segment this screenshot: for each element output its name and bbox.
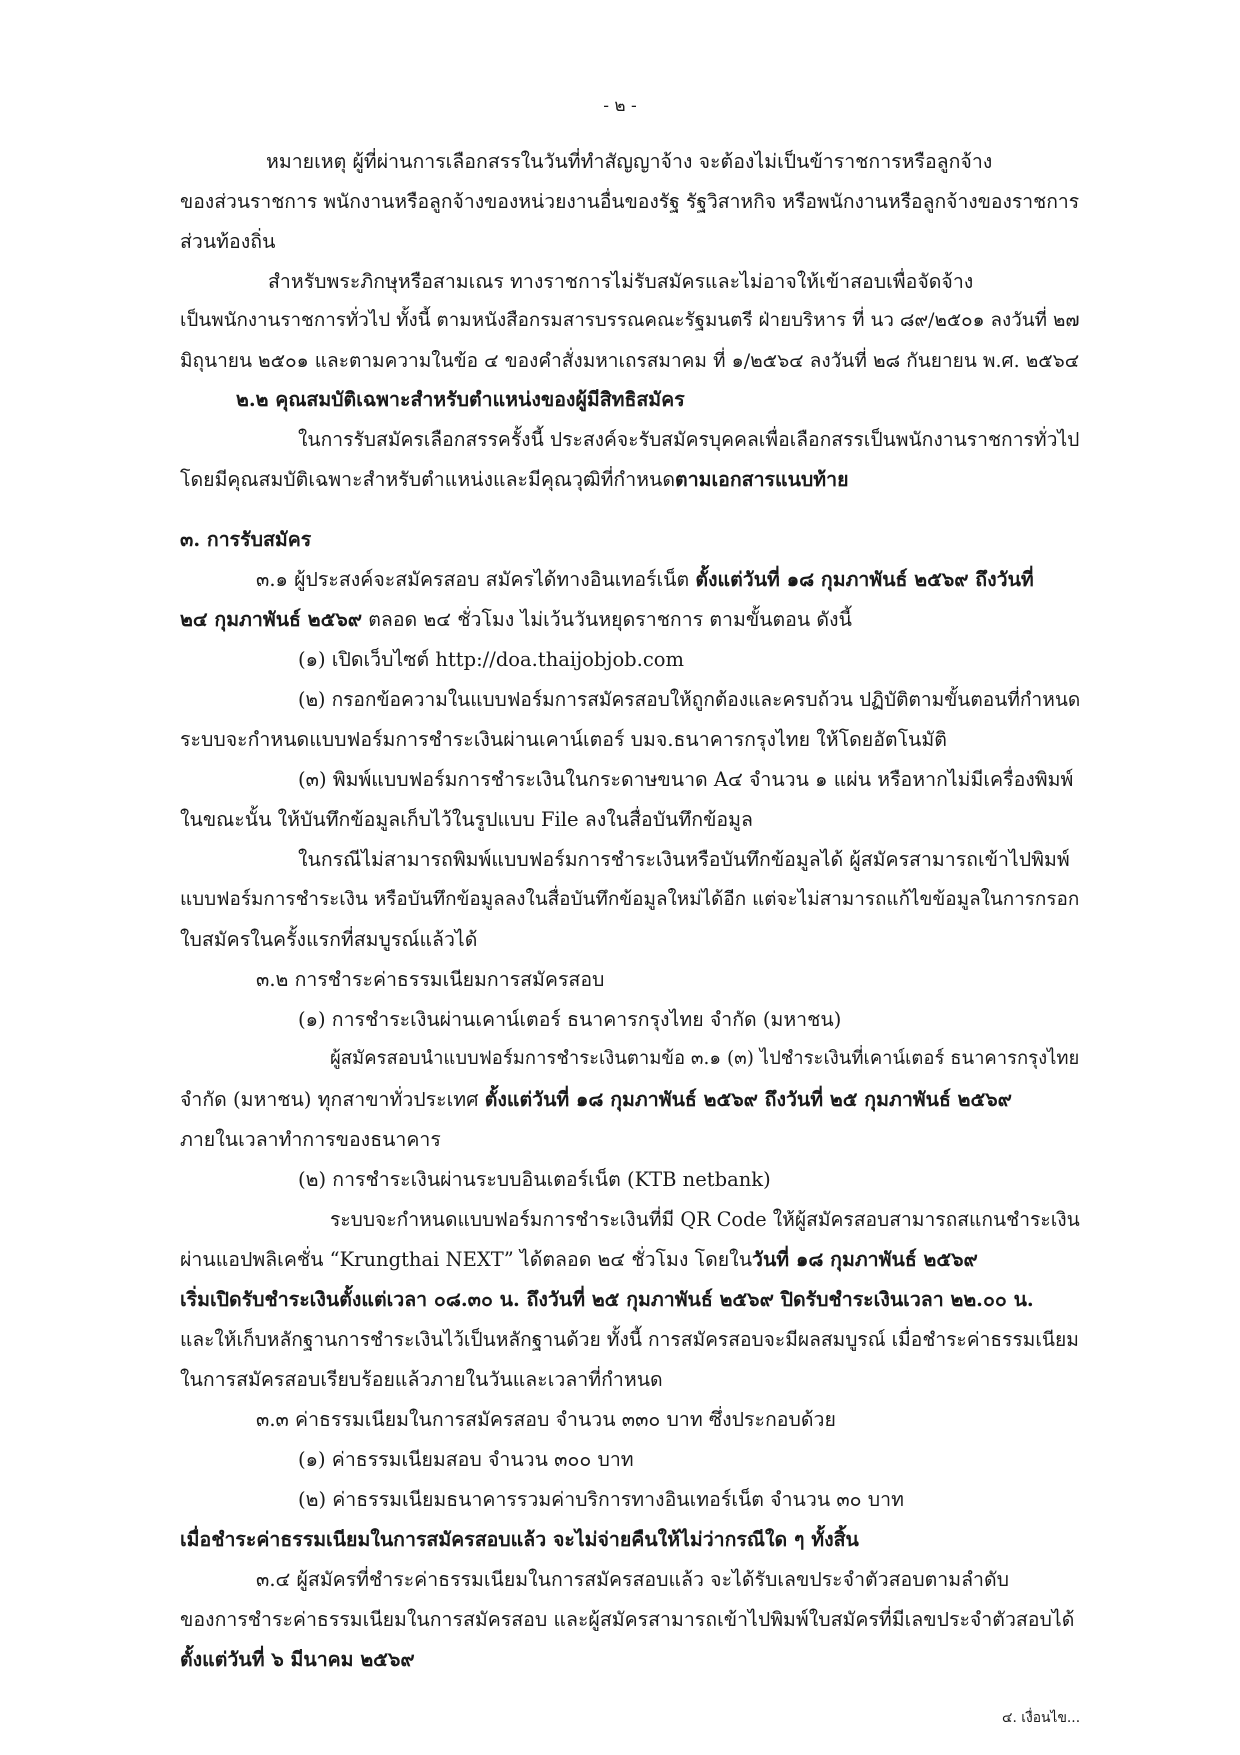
section-3-1-line-2a: ๒๔ กุมภาพันธ์ ๒๕๖๙ [180, 608, 363, 631]
section-2-2-line-2 [180, 470, 849, 490]
section-3-2-item-1-line-2a: จำกัด (มหาชน) ทุกสาขาทั่วประเทศ [180, 1088, 485, 1111]
section-3-1-line-1a: ๓.๑ ผู้ประสงค์จะสมัครสอบ สมัครได้ทางอินเทอร์เน็ต [256, 568, 696, 591]
section-3-1-item-2-line-2: ระบบจะกำหนดแบบฟอร์มการชำระเงินผ่านเคาน์เตอร์ บมจ.ธนาคารกรุงไทย ให้โดยอัตโนมัติ [180, 728, 947, 751]
section-3-1-line-2 [180, 610, 852, 630]
section-3-2-item-2-line-2 [180, 1250, 978, 1270]
section-3-2-item-2-line-3: เริ่มเปิดรับชำระเงินตั้งแต่เวลา ๐๘.๓๐ น. ถึงวันที่ ๒๕ กุมภาพันธ์ ๒๕๖๙ ปิดรับชำระเงินเวลา ๒๒.๐๐ น. [180, 1288, 1034, 1311]
section-2-2-line-2b: ตามเอกสารแนบท้าย [675, 468, 849, 491]
section-3-1-line-1b: ตั้งแต่วันที่ ๑๘ กุมภาพันธ์ ๒๕๖๙ ถึงวันที่ [695, 568, 1034, 591]
section-2-2-line-1: ในการรับสมัครเลือกสรรครั้งนี้ ประสงค์จะรับสมัครบุคคลเพื่อเลือกสรรเป็นพนักงานราชการทั่วไป [298, 428, 1080, 451]
note-line-2: ของส่วนราชการ พนักงานหรือลูกจ้างของหน่วยงานอื่นของรัฐ รัฐวิสาหกิจ หรือพนักงานหรือลูกจ้างของราชการ [180, 190, 1080, 213]
monk-line-3: มิถุนายน ๒๕๐๑ และตามความในข้อ ๔ ของคำสั่งมหาเถรสมาคม ที่ ๑/๒๕๖๔ ลงวันที่ ๒๘ กันยายน พ.ศ. ๒๕๖๔ [180, 350, 1080, 372]
section-3-2-item-2-line-1: ระบบจะกำหนดแบบฟอร์มการชำระเงินที่มี QR Code ให้ผู้สมัครสอบสามารถสแกนชำระเงิน [330, 1208, 1080, 1231]
section-3-3-item-1: (๑) ค่าธรรมเนียมสอบ จำนวน ๓๐๐ บาท [298, 1448, 634, 1471]
section-3-2-item-2-line-4: และให้เก็บหลักฐานการชำระเงินไว้เป็นหลักฐานด้วย ทั้งนี้ การสมัครสอบจะมีผลสมบูรณ์ เมื่อชำระค่าธรรมเนียม [180, 1328, 1079, 1351]
section-3-2-item-2-heading: (๒) การชำระเงินผ่านระบบอินเตอร์เน็ต (KTB netbank) [298, 1168, 771, 1191]
monk-line-1: สำหรับพระภิกษุหรือสามเณร ทางราชการไม่รับสมัครและไม่อาจให้เข้าสอบเพื่อจัดจ้าง [268, 270, 974, 293]
section-3-2-item-1-line-3: ภายในเวลาทำการของธนาคาร [180, 1128, 441, 1151]
section-3-4-line-2: ของการชำระค่าธรรมเนียมในการสมัครสอบ และผู้สมัครสามารถเข้าไปพิมพ์ใบสมัครที่มีเลขประจำตัวสอบได้ [180, 1608, 1075, 1631]
section-3-heading: ๓. การรับสมัคร [180, 528, 312, 551]
note-line-3: ส่วนท้องถิ่น [180, 230, 276, 253]
monk-line-2: เป็นพนักงานราชการทั่วไป ทั้งนี้ ตามหนังสือกรมสารบรรณคณะรัฐมนตรี ฝ่ายบริหาร ที่ นว ๘๙/๒๕๐๑ ลงวันที่ ๒๗ [180, 310, 1080, 331]
section-3-4-line-3: ตั้งแต่วันที่ ๖ มีนาคม ๒๕๖๙ [180, 1648, 415, 1671]
section-3-2-item-1-line-1: ผู้สมัครสอบนำแบบฟอร์มการชำระเงินตามข้อ ๓.๑ (๓) ไปชำระเงินที่เคาน์เตอร์ ธนาคารกรุงไทย [330, 1048, 1080, 1069]
section-3-1-item-2-line-1: (๒) กรอกข้อความในแบบฟอร์มการสมัครสอบให้ถูกต้องและครบถ้วน ปฏิบัติตามขั้นตอนที่กำหนด [298, 688, 1081, 711]
section-3-1-line-1 [256, 570, 1034, 590]
section-2-2-line-2a: โดยมีคุณสมบัติเฉพาะสำหรับตำแหน่งและมีคุณวุฒิที่กำหนด [180, 468, 676, 491]
section-3-2-item-1-line-2b: ตั้งแต่วันที่ ๑๘ กุมภาพันธ์ ๒๕๖๙ ถึงวันที่ ๒๕ กุมภาพันธ์ ๒๕๖๙ [484, 1088, 1012, 1111]
section-3-3-item-2: (๒) ค่าธรรมเนียมธนาคารรวมค่าบริการทางอินเทอร์เน็ต จำนวน ๓๐ บาท [298, 1488, 904, 1511]
section-3-2-item-2-line-2b: วันที่ ๑๘ กุมภาพันธ์ ๒๕๖๙ [752, 1248, 978, 1271]
section-2-2-heading: ๒.๒ คุณสมบัติเฉพาะสำหรับตำแหน่งของผู้มีสิทธิสมัคร [236, 388, 685, 411]
section-3-2-heading: ๓.๒ การชำระค่าธรรมเนียมการสมัครสอบ [256, 968, 605, 991]
section-3-2-item-2-line-2a: ผ่านแอปพลิเคชั่น “Krungthai NEXT” ได้ตลอด ๒๔ ชั่วโมง โดยใน [180, 1248, 753, 1271]
section-3-1-item-1: (๑) เปิดเว็บไซต์ http://doa.thaijobjob.com [298, 648, 685, 671]
section-3-1-item-3-line-2: ในขณะนั้น ให้บันทึกข้อมูลเก็บไว้ในรูปแบบ File ลงในสื่อบันทึกข้อมูล [180, 808, 753, 831]
page-number: - ๒ - [603, 96, 637, 116]
continuation-text: ๔. เงื่อนไข... [1002, 1710, 1081, 1726]
section-3-3-warning: เมื่อชำระค่าธรรมเนียมในการสมัครสอบแล้ว จะไม่จ่ายคืนให้ไม่ว่ากรณีใด ๆ ทั้งสิ้น [180, 1528, 859, 1551]
section-3-2-item-1-line-2 [180, 1090, 1012, 1110]
section-3-1-note-line-3: ใบสมัครในครั้งแรกที่สมบูรณ์แล้วได้ [180, 928, 478, 951]
section-3-1-line-2b: ตลอด ๒๔ ชั่วโมง ไม่เว้นวันหยุดราชการ ตามขั้นตอน ดังนี้ [362, 608, 852, 631]
section-3-1-item-3-line-1: (๓) พิมพ์แบบฟอร์มการชำระเงินในกระดาษขนาด A๔ จำนวน ๑ แผ่น หรือหากไม่มีเครื่องพิมพ์ [298, 768, 1074, 791]
section-3-1-note-line-2: แบบฟอร์มการชำระเงิน หรือบันทึกข้อมูลลงในสื่อบันทึกข้อมูลใหม่ได้อีก แต่จะไม่สามารถแก้ไขข้อมูลในการกรอก [180, 888, 1080, 910]
section-3-4-line-1: ๓.๔ ผู้สมัครที่ชำระค่าธรรมเนียมในการสมัครสอบแล้ว จะได้รับเลขประจำตัวสอบตามลำดับ [256, 1568, 1010, 1591]
section-3-2-item-1-heading: (๑) การชำระเงินผ่านเคาน์เตอร์ ธนาคารกรุงไทย จำกัด (มหาชน) [298, 1008, 842, 1031]
section-3-1-note-line-1: ในกรณีไม่สามารถพิมพ์แบบฟอร์มการชำระเงินหรือบันทึกข้อมูลได้ ผู้สมัครสามารถเข้าไปพิมพ์ [298, 848, 1070, 871]
note-line-1: หมายเหตุ ผู้ที่ผ่านการเลือกสรรในวันที่ทำสัญญาจ้าง จะต้องไม่เป็นข้าราชการหรือลูกจ้าง [266, 150, 993, 173]
section-3-3-heading: ๓.๓ ค่าธรรมเนียมในการสมัครสอบ จำนวน ๓๓๐ บาท ซึ่งประกอบด้วย [256, 1408, 836, 1431]
section-3-2-item-2-line-5: ในการสมัครสอบเรียบร้อยแล้วภายในวันและเวลาที่กำหนด [180, 1368, 663, 1391]
